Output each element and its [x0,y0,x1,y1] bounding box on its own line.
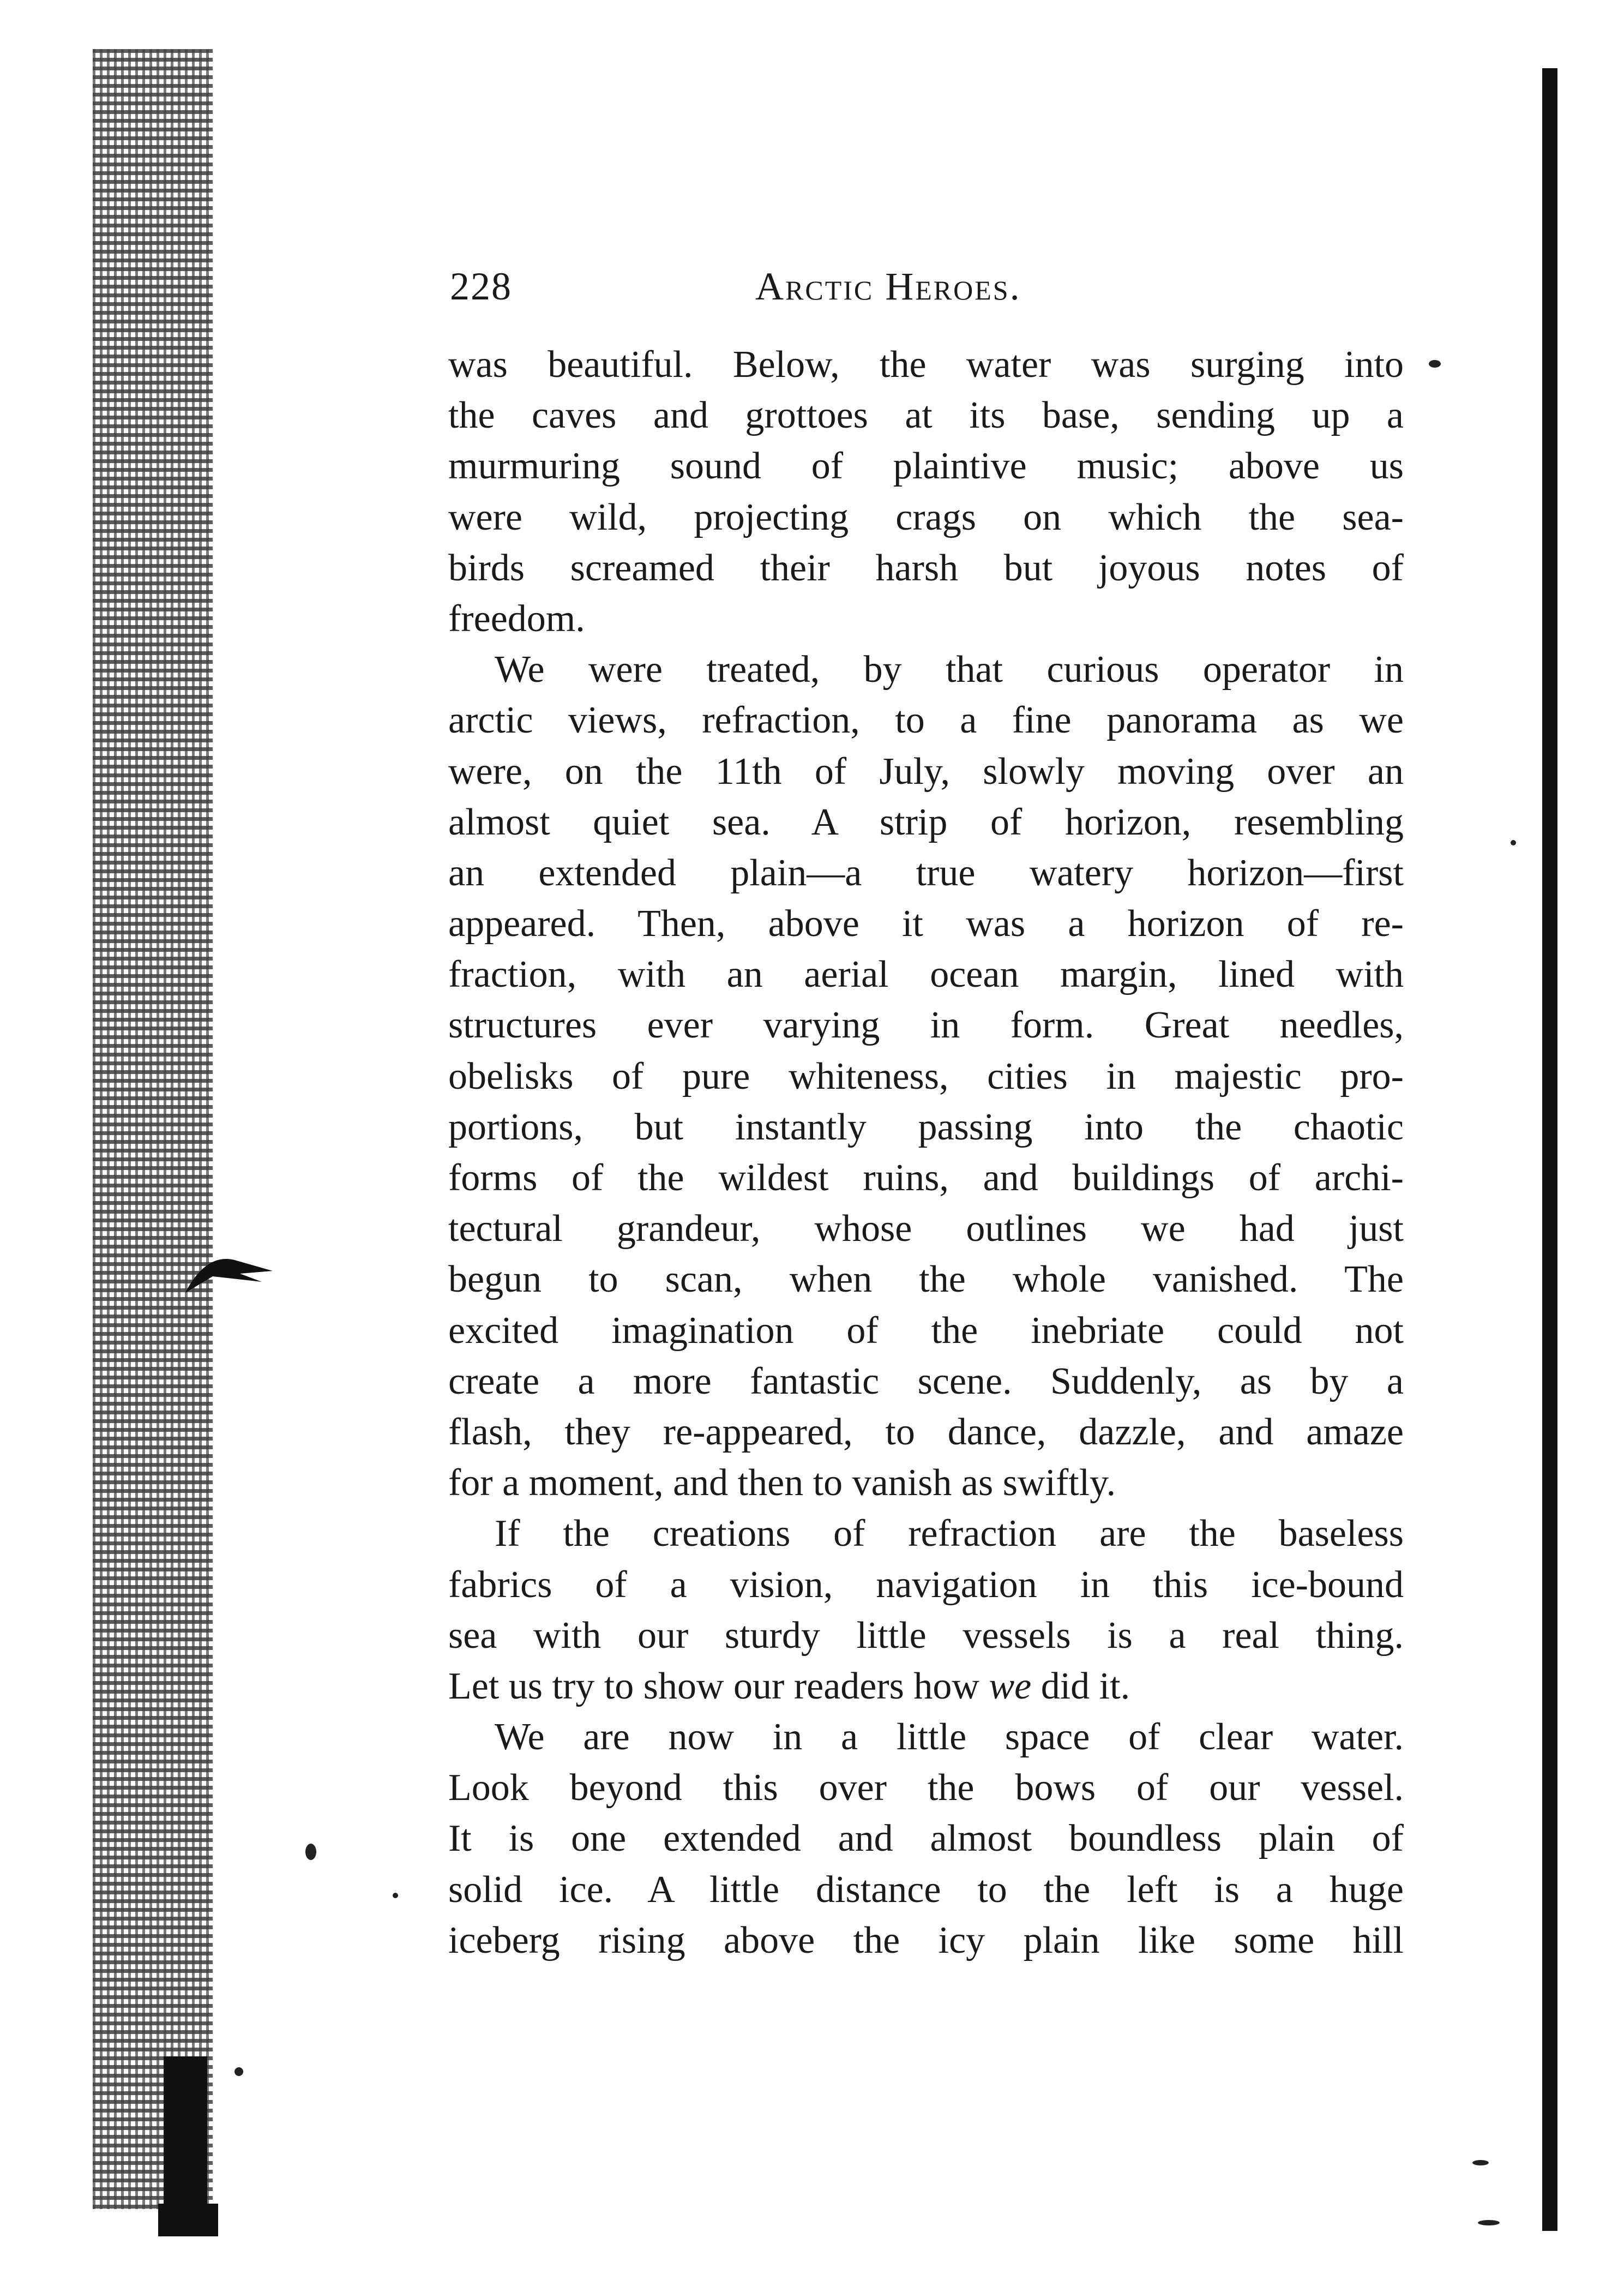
binding-edge-tab-mark [158,2204,218,2236]
italic-word: we [989,1665,1032,1707]
text-line-content: were, on the 11th of July, slowly moving over an [448,750,1404,793]
text-line [448,1203,1404,1254]
text-line-content: fabrics of a vision, navigation in this ice-bound [448,1563,1404,1606]
text-line-content: the caves and grottoes at its base, sending up a [448,394,1404,437]
text-line [448,1712,1404,1762]
stray-dot [1478,2220,1500,2225]
text-line [448,1915,1404,1966]
text-line [448,1305,1404,1356]
right-margin-rule [1542,68,1557,2231]
text-line-content: arctic views, refraction, to a fine panorama as we [448,699,1404,742]
text-line-content: appeared. Then, above it was a horizon of re- [448,903,1404,945]
stray-dot [234,2067,243,2076]
text-line-content: tectural grandeur, whose outlines we had just [448,1208,1404,1250]
text-line-content: iceberg rising above the icy plain like some hill [448,1919,1404,1961]
text-line [448,1508,1404,1559]
text-line [448,1813,1404,1864]
text-line [448,1864,1404,1915]
text-line-content: an extended plain—a true watery horizon—first [448,851,1404,894]
text-line-content: flash, they re-appeared, to dance, dazzle, and amaze [448,1411,1404,1453]
text-line [448,1559,1404,1610]
text-line-content: for a moment, and then to vanish as swiftly. [448,1462,1116,1504]
text-line-tail: did it. [1031,1665,1130,1707]
text-line-content: fraction, with an aerial ocean margin, lined with [448,953,1404,996]
text-line-content: create a more fantastic scene. Suddenly, as by a [448,1360,1404,1402]
text-line-content: We are now in a little space of clear water. [495,1716,1404,1759]
text-line-content: Let us try to show our readers how [448,1665,989,1707]
text-line [448,848,1404,898]
text-line [448,1457,1404,1508]
body-text [448,339,1404,1966]
stray-dot [1429,360,1441,368]
stray-dot [1472,2160,1489,2165]
text-line [448,695,1404,746]
text-line [448,1407,1404,1457]
text-line [448,543,1404,593]
binding-edge-scan-artifact [93,49,213,2209]
text-line-content: freedom. [448,597,585,640]
text-line [448,1153,1404,1203]
text-line [448,339,1404,390]
text-line-content: Look beyond this over the bows of our vessel. [448,1767,1404,1809]
text-line-content: portions, but instantly passing into the chaotic [448,1106,1404,1148]
text-line-content: If the creations of refraction are the baseless [495,1513,1404,1555]
text-line-content: almost quiet sea. A strip of horizon, resembling [448,801,1404,843]
text-line [448,1762,1404,1813]
text-line [448,441,1404,491]
page-number: 228 [450,265,512,308]
text-line [448,492,1404,543]
stray-dot [305,1844,316,1860]
text-line [448,390,1404,441]
text-line-content: solid ice. A little distance to the left is a huge [448,1868,1404,1911]
text-line-content: were wild, projecting crags on which the sea- [448,496,1404,538]
text-line-content: murmuring sound of plaintive music; above us [448,445,1404,488]
running-title: Arctic Heroes. [755,265,1021,308]
text-line [448,1051,1404,1102]
text-line-content: sea with our sturdy little vessels is a real thing. [448,1614,1404,1657]
running-head [450,256,1107,316]
text-line [448,898,1404,949]
text-line-content: excited imagination of the inebriate could not [448,1309,1404,1352]
text-line [448,1661,1404,1712]
text-line-content: was beautiful. Below, the water was surging into [448,344,1404,386]
text-line-content: obelisks of pure whiteness, cities in majestic pro- [448,1055,1404,1097]
text-line-content: We were treated, by that curious operator in [495,649,1404,691]
text-line-content: begun to scan, when the whole vanished. The [448,1258,1404,1301]
text-line [448,797,1404,848]
text-line [448,1254,1404,1305]
stray-dot [1511,840,1516,845]
text-line [448,1102,1404,1153]
text-line-content: It is one extended and almost boundless plain of [448,1817,1404,1860]
stray-dot [393,1893,398,1898]
text-line-content: birds screamed their harsh but joyous notes of [448,547,1404,589]
text-line [448,1610,1404,1661]
text-line [448,949,1404,1000]
text-line-content: structures ever varying in form. Great needles, [448,1004,1404,1047]
text-line [448,1356,1404,1407]
text-line [448,593,1404,644]
text-line [448,1000,1404,1051]
text-line-content: forms of the wildest ruins, and buildings of archi- [448,1157,1404,1199]
text-line [448,644,1404,695]
text-line [448,746,1404,797]
marginal-pen-mark [180,1249,278,1298]
